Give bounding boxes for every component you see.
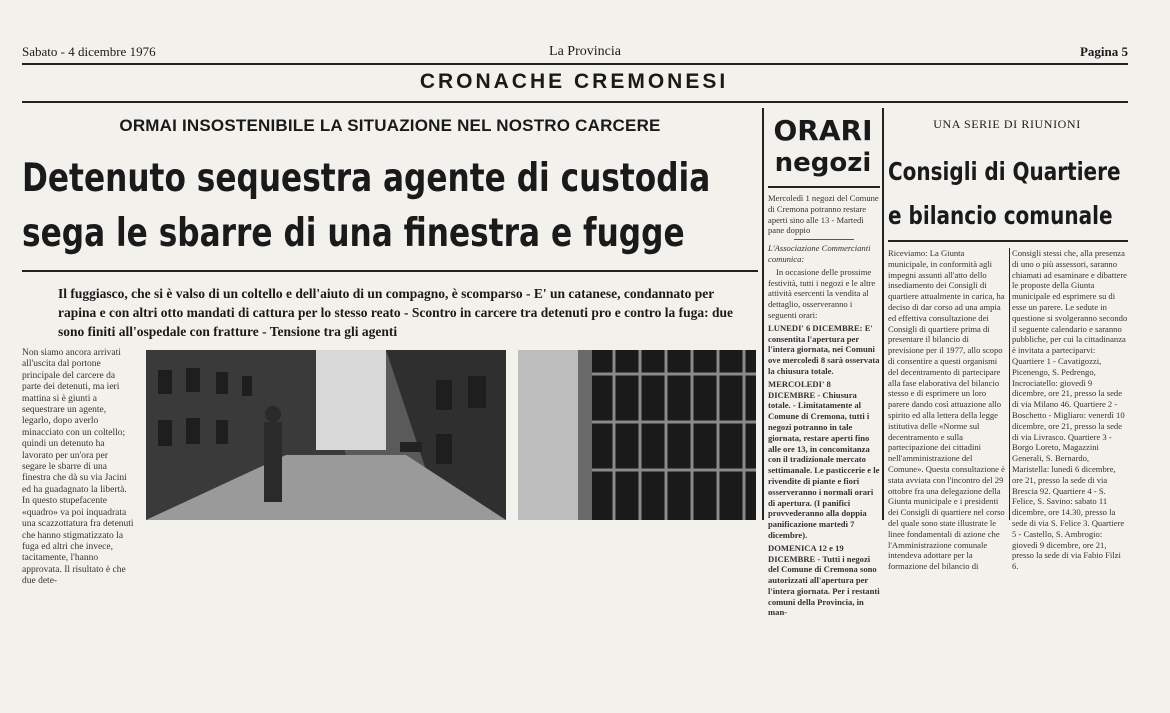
- orari-association: L'Associazione Commercianti comunica:: [768, 243, 871, 264]
- headline-line-1: Detenuto sequestra agente di custodia: [22, 156, 711, 201]
- orari-title-line-2: negozi: [774, 148, 872, 178]
- orari-paragraph-2: LUNEDI' 6 DICEMBRE: E' consentita l'apertura per l'intera giornata, nei Comuni ove mercoledì 8 sarà osservata la chiusura totale.: [768, 322, 880, 376]
- riunioni-column-1: Riceviamo: La Giunta municipale, in conformità agli impegni assunti all'atto dello insediamento dei Consigli di quartiere attualmente in carica, ha deciso di dar corso ad una ampia ed effettiva consultazione dei Consigli di quartiere prima di presentare il bilancio di previsione per il 1977, allo scopo di consentire a questi organismi del decentramento di partecipare alla fase elaborativa del bilancio stesso e di esprimere un loro parere dando così attuazione allo spirito ed alla lettera della legge istitutiva delle «Norme sul decentramento e sulla partecipazione dei cittadini nell'amministrazione del Comune». Questa consultazione è stata avviata con l'incontro del 29 ottobre fra una delegazione della Giunta municipale e i presidenti dei Consigli di quartiere nel corso del quale sono state illustrate le linee fondamentali di azione che l'Amministrazione comunale intendeva adottare per la formazione del bilancio di: [888, 248, 1005, 572]
- riunioni-headline-2: e bilancio comunale: [888, 201, 1113, 230]
- prison-street-photo: [146, 350, 506, 520]
- riunioni-rule: [888, 240, 1128, 242]
- orari-title-line-1: ORARI: [773, 114, 873, 147]
- orari-intro-rule: [794, 239, 854, 240]
- orari-column: [768, 193, 880, 713]
- orari-paragraph-4: DOMENICA 12 e 19 DICEMBRE - Tutti i negozi del Comune di Cremona sono autorizzati all'apertura per l'intera giornata. Per i restanti comuni della Provincia, in man-: [768, 542, 880, 618]
- riunioni-column-divider: [1009, 248, 1010, 520]
- riunioni-kicker: UNA SERIE DI RIUNIONI: [933, 117, 1081, 131]
- orari-title-rule: [768, 186, 880, 188]
- orari-intro: Mercoledì 1 negozi del Comune di Cremona potranno restare aperti sino alle 13 - Martedì pane doppio: [768, 193, 879, 236]
- column-rule-left: [762, 108, 764, 520]
- headline-line-2: sega le sbarre di una finestra e fugge: [22, 211, 685, 256]
- story-kicker: ORMAI INSOSTENIBILE LA SITUAZIONE NEL NOSTRO CARCERE: [119, 116, 661, 135]
- barred-window-photo: [518, 350, 756, 520]
- column-rule-right: [882, 108, 884, 520]
- riunioni-headline-1: Consigli di Quartiere: [888, 157, 1121, 186]
- story-standfirst: Il fuggiasco, che si è valso di un coltello e dell'aiuto di un compagno, è scomparso - E' un catanese, condannato per rapina e con altri otto mandati di cattura per lo stesso reato - Scontro in carcere tra detenuti pro e contro la fuga: due sono finiti all'ospedale con fratture - Tensione tra gli agenti: [58, 286, 734, 339]
- page-number: Pagina 5: [1079, 44, 1128, 59]
- headline-rule: [22, 270, 758, 272]
- orari-paragraph-1: In occasione delle prossime festività, tutti i negozi e le altre attività esercenti la vendita al dettaglio, osserveranno i seguenti orari:: [768, 266, 876, 320]
- riunioni-column-2: Consigli stessi che, alla presenza di uno o più assessori, saranno chiamati ad esaminare e dibattere le proposte della Giunta municipale ed esprimere su di esse un parere. Le sedute in questione si svolgeranno secondo il seguente calendario e saranno pubbliche, per cui la cittadinanza è invitata a parteciparvi: Quartiere 1 - Cavatigozzi, Picenengo, S. Pedrengo, Incrociatello: giovedì 9 dicembre, ore 21, presso la sede di via Milano 46. Quartiere 2 - Boschetto - Migliaro: venerdì 10 dicembre, ore 21, presso la sede di via Livrasco. Quartiere 3 - Borgo Loreto, Magazzini Generali, S. Bernardo, Maristella: lunedì 6 dicembre, ore 21, presso la sede di via Brescia 92. Quartiere 4 - S. Felice, S. Savino: sabato 11 dicembre, ore 14.30, presso la sede di via S. Felice 3. Quartiere 5 - Castello, S. Ambrogio: giovedì 9 dicembre, ore 21, presso la sede di via Fabio Filzi 6.: [1012, 248, 1128, 572]
- story-body-column: Non siamo ancora arrivati all'uscita dal portone principale del carcere da parte dei detenuti, ma ieri mattina si è giunti a sequestrare un agente, legarlo, dopo averlo minacciato con un coltello; quindi un detenuto ha lavorato per un'ora per segare le sbarre di una finestra che dà su via Jacini ed ha guadagnato la libertà. In questo stupefacente «quadro» va poi inquadrata una scazzottatura fra detenuti che hanno stigmatizzato la fuga ed altri che invece, tacitamente, l'hanno approvata. Il risultato è che due dete-: [22, 348, 134, 587]
- newspaper-name: La Provincia: [549, 44, 621, 59]
- section-title: CRONACHE CREMONESI: [419, 70, 729, 93]
- orari-paragraph-3: MERCOLEDI' 8 DICEMBRE - Chiusura totale. - Limitatamente al Comune di Cremona, tutti i negozi potranno in tale giornata, restare aperti fino alle ore 13, in concomitanza con il tradizionale mercato settimanale. Le pasticcerie e le rivendite di piante e fiori osserveranno i normali orari di apertura. (I panifici provvederanno alla doppia panificazione martedì 7 dicembre).: [768, 378, 880, 540]
- masthead-rule: [22, 63, 1128, 65]
- issue-date: Sabato - 4 dicembre 1976: [22, 44, 156, 59]
- section-rule: [22, 101, 1128, 103]
